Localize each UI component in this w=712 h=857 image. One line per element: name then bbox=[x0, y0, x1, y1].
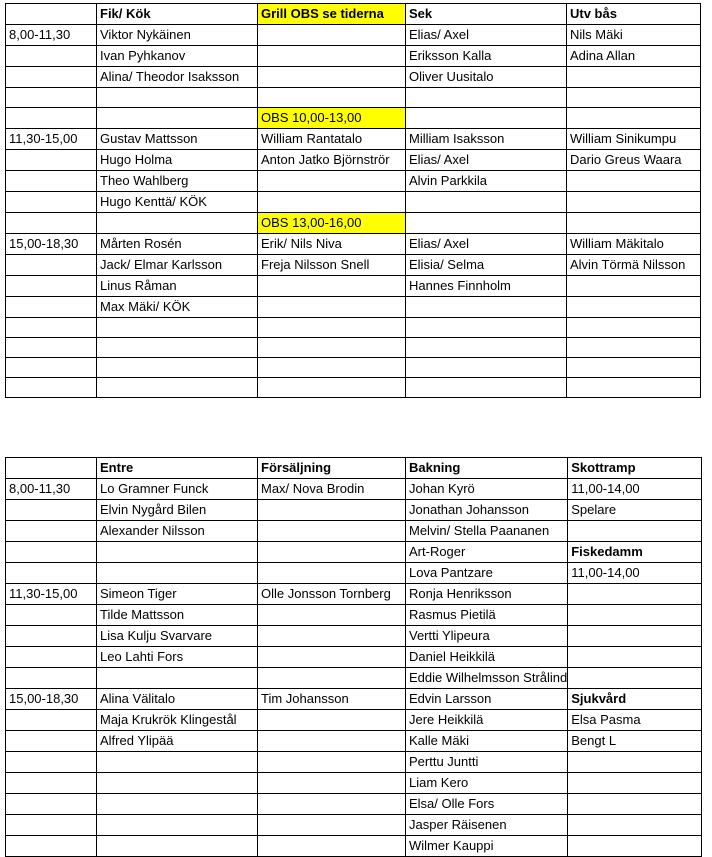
table-cell[interactable]: Wilmer Kauppi bbox=[406, 836, 568, 857]
table-cell[interactable] bbox=[97, 752, 258, 773]
table-cell[interactable]: Freja Nilsson Snell bbox=[258, 255, 406, 276]
table-cell[interactable]: Oliver Uusitalo bbox=[406, 67, 567, 88]
table-cell[interactable]: Vertti Ylipeura bbox=[406, 626, 568, 647]
header-cell[interactable]: Försäljning bbox=[258, 458, 406, 479]
header-cell[interactable]: Bakning bbox=[406, 458, 568, 479]
table-cell[interactable]: Mårten Rosén bbox=[97, 234, 258, 255]
table-cell[interactable] bbox=[97, 358, 258, 378]
table-cell[interactable] bbox=[568, 584, 702, 605]
table-cell[interactable] bbox=[568, 773, 702, 794]
table-cell[interactable]: Adina Allan bbox=[567, 46, 701, 67]
time-slot-cell[interactable] bbox=[6, 668, 97, 689]
table-row bbox=[6, 668, 702, 689]
table-cell[interactable]: Fiskedamm bbox=[568, 542, 702, 563]
table-cell[interactable]: Jack/ Elmar Karlsson bbox=[97, 255, 258, 276]
table-cell[interactable] bbox=[258, 731, 406, 752]
table-cell[interactable] bbox=[258, 542, 406, 563]
table-cell[interactable] bbox=[567, 297, 701, 318]
table-cell[interactable]: Eriksson Kalla bbox=[406, 46, 567, 67]
table-row bbox=[6, 710, 702, 731]
table-cell[interactable]: Johan Kyrö bbox=[406, 479, 568, 500]
table-row bbox=[6, 794, 702, 815]
table-row bbox=[6, 338, 701, 358]
time-slot-cell[interactable] bbox=[6, 836, 97, 857]
table-row bbox=[6, 318, 701, 338]
header-cell[interactable]: Skottramp bbox=[568, 458, 702, 479]
table-cell[interactable]: Melvin/ Stella Paananen bbox=[406, 521, 568, 542]
time-slot-cell[interactable] bbox=[6, 46, 97, 67]
table-row bbox=[6, 234, 701, 255]
table-cell[interactable]: Rasmus Pietilä bbox=[406, 605, 568, 626]
table-row bbox=[6, 626, 702, 647]
table-cell[interactable] bbox=[406, 318, 567, 338]
table-cell[interactable] bbox=[258, 88, 406, 108]
table-cell[interactable]: Alexander Nilsson bbox=[97, 521, 258, 542]
table-row bbox=[6, 46, 701, 67]
table-cell[interactable]: Hugo Kenttä/ KÖK bbox=[97, 192, 258, 213]
table-cell[interactable]: OBS 10,00-13,00 bbox=[258, 108, 406, 129]
table-cell[interactable]: Elias/ Axel bbox=[406, 234, 567, 255]
header-row bbox=[6, 458, 702, 479]
table-cell[interactable] bbox=[568, 668, 702, 689]
time-slot-cell[interactable] bbox=[6, 338, 97, 358]
table-cell[interactable]: Jonathan Johansson bbox=[406, 500, 568, 521]
table-cell[interactable] bbox=[406, 88, 567, 108]
table-cell[interactable] bbox=[567, 192, 701, 213]
time-slot-cell[interactable] bbox=[6, 731, 97, 752]
table-cell[interactable] bbox=[258, 46, 406, 67]
table-cell[interactable]: 11,00-14,00 bbox=[568, 479, 702, 500]
table-row bbox=[6, 171, 701, 192]
table-cell[interactable] bbox=[567, 213, 701, 234]
table-cell[interactable]: 11,00-14,00 bbox=[568, 563, 702, 584]
time-slot-cell[interactable] bbox=[6, 255, 97, 276]
time-slot-cell[interactable] bbox=[6, 276, 97, 297]
table-cell[interactable]: Alina/ Theodor Isaksson bbox=[97, 67, 258, 88]
table-cell[interactable] bbox=[567, 108, 701, 129]
table-cell[interactable] bbox=[406, 358, 567, 378]
table-row bbox=[6, 563, 702, 584]
table-cell[interactable]: Elvin Nygård Bilen bbox=[97, 500, 258, 521]
table-cell[interactable]: Anton Jatko Björnströr bbox=[258, 150, 406, 171]
time-slot-cell[interactable] bbox=[6, 213, 97, 234]
table-cell[interactable]: Elias/ Axel bbox=[406, 150, 567, 171]
table-cell[interactable]: Alfred Ylipää bbox=[97, 731, 258, 752]
table-cell[interactable]: Theo Wahlberg bbox=[97, 171, 258, 192]
table-cell[interactable] bbox=[258, 500, 406, 521]
table-row bbox=[6, 647, 702, 668]
table-cell[interactable]: Kalle Mäki bbox=[406, 731, 568, 752]
table-cell[interactable]: William Sinikumpu bbox=[567, 129, 701, 150]
table-row bbox=[6, 276, 701, 297]
time-slot-cell[interactable] bbox=[6, 710, 97, 731]
header-cell[interactable]: Utv bås bbox=[567, 4, 701, 25]
table-cell[interactable]: Elsa/ Olle Fors bbox=[406, 794, 568, 815]
table-cell[interactable] bbox=[568, 815, 702, 836]
table-row bbox=[6, 689, 702, 710]
table-cell[interactable]: Spelare bbox=[568, 500, 702, 521]
table-cell[interactable] bbox=[568, 605, 702, 626]
time-slot-cell[interactable] bbox=[6, 773, 97, 794]
table-row bbox=[6, 192, 701, 213]
table-cell[interactable] bbox=[568, 626, 702, 647]
table-row bbox=[6, 815, 702, 836]
table-row bbox=[6, 108, 701, 129]
table-cell[interactable] bbox=[567, 276, 701, 297]
time-slot-cell[interactable]: 15,00-18,30 bbox=[6, 689, 97, 710]
table-cell[interactable]: Max Mäki/ KÖK bbox=[97, 297, 258, 318]
table-cell[interactable] bbox=[258, 710, 406, 731]
table-cell[interactable]: Tim Johansson bbox=[258, 689, 406, 710]
header-cell[interactable] bbox=[6, 458, 97, 479]
table-row bbox=[6, 378, 701, 398]
time-slot-cell[interactable] bbox=[6, 358, 97, 378]
table-cell[interactable] bbox=[97, 542, 258, 563]
schedule-table-2 bbox=[5, 457, 702, 857]
table-row bbox=[6, 500, 702, 521]
header-cell[interactable]: Grill OBS se tiderna bbox=[258, 4, 406, 25]
table-row bbox=[6, 731, 702, 752]
table-cell[interactable] bbox=[258, 318, 406, 338]
header-cell[interactable]: Sek bbox=[406, 4, 567, 25]
table-cell[interactable] bbox=[406, 192, 567, 213]
table-cell[interactable]: Lisa Kulju Svarvare bbox=[97, 626, 258, 647]
schedule-table-1 bbox=[5, 3, 701, 398]
table-cell[interactable]: Nils Mäki bbox=[567, 25, 701, 46]
table-cell[interactable] bbox=[97, 213, 258, 234]
table-cell[interactable]: Perttu Juntti bbox=[406, 752, 568, 773]
table-cell[interactable] bbox=[258, 626, 406, 647]
table-cell[interactable] bbox=[97, 318, 258, 338]
time-slot-cell[interactable] bbox=[6, 297, 97, 318]
time-slot-cell[interactable] bbox=[6, 647, 97, 668]
table-cell[interactable]: Daniel Heikkilä bbox=[406, 647, 568, 668]
time-slot-cell[interactable]: 8,00-11,30 bbox=[6, 479, 97, 500]
table-row bbox=[6, 297, 701, 318]
table-cell[interactable]: Maja Krukrök Klingestål bbox=[97, 710, 258, 731]
table-row bbox=[6, 88, 701, 108]
table-row bbox=[6, 584, 702, 605]
table-cell[interactable]: Eddie Wilhelmsson Strålind bbox=[406, 668, 568, 689]
time-slot-cell[interactable]: 8,00-11,30 bbox=[6, 25, 97, 46]
table-cell[interactable]: Max/ Nova Brodin bbox=[258, 479, 406, 500]
table-cell[interactable] bbox=[97, 668, 258, 689]
table-row bbox=[6, 255, 701, 276]
table-row bbox=[6, 836, 702, 857]
table-cell[interactable] bbox=[258, 668, 406, 689]
time-slot-cell[interactable]: 15,00-18,30 bbox=[6, 234, 97, 255]
table-cell[interactable] bbox=[568, 794, 702, 815]
table-cell[interactable]: Alvin Parkkila bbox=[406, 171, 567, 192]
table-cell[interactable]: Hannes Finnholm bbox=[406, 276, 567, 297]
header-row bbox=[6, 4, 701, 25]
table-cell[interactable] bbox=[258, 25, 406, 46]
table-cell[interactable]: William Rantatalo bbox=[258, 129, 406, 150]
table-cell[interactable]: Dario Greus Waara bbox=[567, 150, 701, 171]
table-cell[interactable] bbox=[258, 563, 406, 584]
table-row bbox=[6, 213, 701, 234]
time-slot-cell[interactable] bbox=[6, 752, 97, 773]
time-slot-cell[interactable] bbox=[6, 815, 97, 836]
table-row bbox=[6, 752, 702, 773]
table-cell[interactable] bbox=[568, 752, 702, 773]
table-cell[interactable]: Bengt L bbox=[568, 731, 702, 752]
table-cell[interactable] bbox=[258, 752, 406, 773]
table-cell[interactable] bbox=[258, 67, 406, 88]
table-cell[interactable]: Liam Kero bbox=[406, 773, 568, 794]
table-row bbox=[6, 521, 702, 542]
table-cell[interactable]: Jasper Räisenen bbox=[406, 815, 568, 836]
table-cell[interactable] bbox=[567, 358, 701, 378]
table-cell[interactable] bbox=[567, 318, 701, 338]
table-cell[interactable] bbox=[258, 794, 406, 815]
time-slot-cell[interactable] bbox=[6, 318, 97, 338]
table-cell[interactable] bbox=[97, 563, 258, 584]
table-cell[interactable] bbox=[258, 192, 406, 213]
table-cell[interactable] bbox=[567, 338, 701, 358]
table-cell[interactable] bbox=[97, 88, 258, 108]
header-cell[interactable]: Fik/ Kök bbox=[97, 4, 258, 25]
table-cell[interactable]: Ronja Henriksson bbox=[406, 584, 568, 605]
table-cell[interactable]: Ivan Pyhkanov bbox=[97, 46, 258, 67]
table-cell[interactable]: Art-Roger bbox=[406, 542, 568, 563]
table-row bbox=[6, 773, 702, 794]
table-cell[interactable] bbox=[406, 338, 567, 358]
header-cell[interactable]: Entre bbox=[97, 458, 258, 479]
time-slot-cell[interactable] bbox=[6, 542, 97, 563]
table-cell[interactable]: Milliam Isaksson bbox=[406, 129, 567, 150]
table-cell[interactable] bbox=[258, 836, 406, 857]
table-cell[interactable] bbox=[406, 108, 567, 129]
table-cell[interactable] bbox=[406, 213, 567, 234]
table-cell[interactable] bbox=[258, 171, 406, 192]
table-cell[interactable]: Erik/ Nils Niva bbox=[258, 234, 406, 255]
table-cell[interactable]: Viktor Nykäinen bbox=[97, 25, 258, 46]
header-cell[interactable] bbox=[6, 4, 97, 25]
time-slot-cell[interactable] bbox=[6, 563, 97, 584]
table-cell[interactable]: Tilde Mattsson bbox=[97, 605, 258, 626]
table-cell[interactable]: OBS 13,00-16,00 bbox=[258, 213, 406, 234]
table-cell[interactable]: Leo Lahti Fors bbox=[97, 647, 258, 668]
table-cell[interactable]: Elias/ Axel bbox=[406, 25, 567, 46]
table-row bbox=[6, 67, 701, 88]
table-cell[interactable] bbox=[406, 297, 567, 318]
table-cell[interactable] bbox=[258, 773, 406, 794]
table-cell[interactable] bbox=[97, 836, 258, 857]
time-slot-cell[interactable] bbox=[6, 794, 97, 815]
table-cell[interactable] bbox=[258, 378, 406, 398]
table-cell[interactable] bbox=[258, 815, 406, 836]
table-cell[interactable] bbox=[258, 297, 406, 318]
table-cell[interactable]: Gustav Mattsson bbox=[97, 129, 258, 150]
table-cell[interactable]: Lo Gramner Funck bbox=[97, 479, 258, 500]
table-row bbox=[6, 605, 702, 626]
table-cell[interactable]: Sjukvård bbox=[568, 689, 702, 710]
table-cell[interactable]: William Mäkitalo bbox=[567, 234, 701, 255]
time-slot-cell[interactable] bbox=[6, 150, 97, 171]
time-slot-cell[interactable] bbox=[6, 67, 97, 88]
table-row bbox=[6, 25, 701, 46]
table-row bbox=[6, 542, 702, 563]
table-cell[interactable]: Olle Jonsson Tornberg bbox=[258, 584, 406, 605]
table-cell[interactable] bbox=[568, 647, 702, 668]
table-cell[interactable]: Elisia/ Selma bbox=[406, 255, 567, 276]
time-slot-cell[interactable] bbox=[6, 171, 97, 192]
table-cell[interactable] bbox=[97, 108, 258, 129]
time-slot-cell[interactable]: 11,30-15,00 bbox=[6, 129, 97, 150]
table-cell[interactable] bbox=[568, 836, 702, 857]
time-slot-cell[interactable]: 11,30-15,00 bbox=[6, 584, 97, 605]
time-slot-cell[interactable] bbox=[6, 605, 97, 626]
table-cell[interactable] bbox=[567, 88, 701, 108]
table-row bbox=[6, 129, 701, 150]
time-slot-cell[interactable] bbox=[6, 500, 97, 521]
table-cell[interactable] bbox=[97, 338, 258, 358]
table-row bbox=[6, 479, 702, 500]
table-cell[interactable] bbox=[258, 276, 406, 297]
table-cell[interactable] bbox=[97, 773, 258, 794]
table-cell[interactable] bbox=[258, 647, 406, 668]
time-slot-cell[interactable] bbox=[6, 378, 97, 398]
table-cell[interactable] bbox=[258, 521, 406, 542]
table-cell[interactable]: Alvin Törmä Nilsson bbox=[567, 255, 701, 276]
table-cell[interactable] bbox=[406, 378, 567, 398]
table-cell[interactable]: Linus Råman bbox=[97, 276, 258, 297]
table-cell[interactable]: Edvin Larsson bbox=[406, 689, 568, 710]
time-slot-cell[interactable] bbox=[6, 521, 97, 542]
table-cell[interactable]: Jere Heikkilä bbox=[406, 710, 568, 731]
table-cell[interactable] bbox=[258, 338, 406, 358]
table-cell[interactable] bbox=[567, 67, 701, 88]
time-slot-cell[interactable] bbox=[6, 108, 97, 129]
table-cell[interactable] bbox=[258, 605, 406, 626]
table-cell[interactable] bbox=[97, 815, 258, 836]
time-slot-cell[interactable] bbox=[6, 626, 97, 647]
table-cell[interactable]: Simeon Tiger bbox=[97, 584, 258, 605]
table-cell[interactable]: Alina Välitalo bbox=[97, 689, 258, 710]
table-cell[interactable] bbox=[567, 171, 701, 192]
table-cell[interactable] bbox=[567, 378, 701, 398]
time-slot-cell[interactable] bbox=[6, 88, 97, 108]
time-slot-cell[interactable] bbox=[6, 192, 97, 213]
table-cell[interactable] bbox=[568, 521, 702, 542]
table-cell[interactable]: Elsa Pasma bbox=[568, 710, 702, 731]
table-row bbox=[6, 150, 701, 171]
table-row bbox=[6, 358, 701, 378]
table-cell[interactable]: Hugo Holma bbox=[97, 150, 258, 171]
table-cell[interactable]: Lova Pantzare bbox=[406, 563, 568, 584]
table-cell[interactable] bbox=[258, 358, 406, 378]
table-cell[interactable] bbox=[97, 378, 258, 398]
table-cell[interactable] bbox=[97, 794, 258, 815]
